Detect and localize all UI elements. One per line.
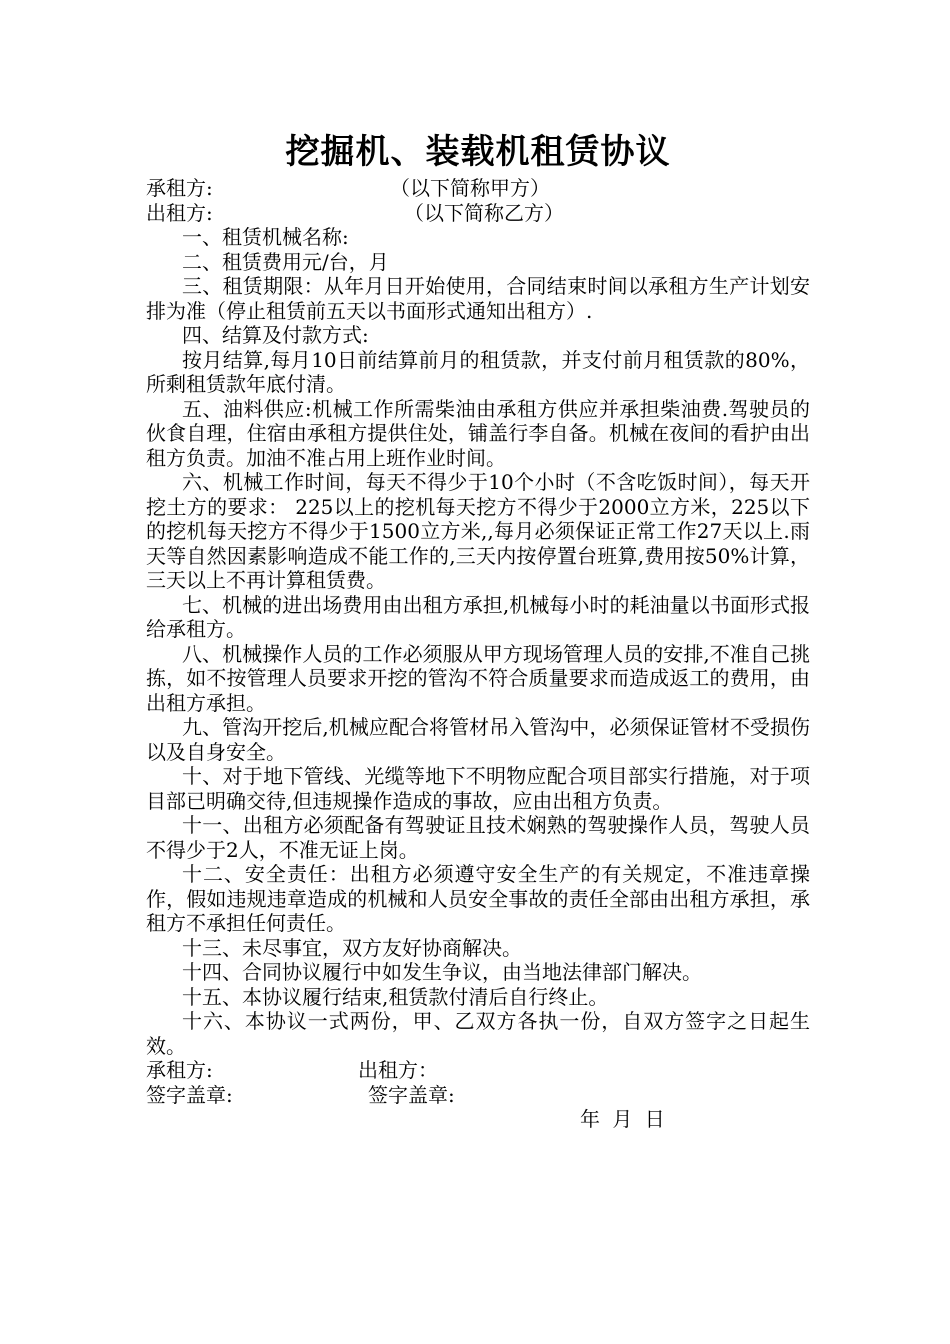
clause-1: 一、租赁机械名称: xyxy=(182,225,349,249)
signature-date: 年 月 日 xyxy=(580,1107,665,1131)
lessor-note: （以下简称乙方） xyxy=(404,200,564,225)
lessee-row xyxy=(146,176,810,201)
clause-11: 十一、出租方必须配备有驾驶证且技术娴熟的驾驶操作人员，驾驶人员不得少于2人，不准无证上岗。 xyxy=(146,813,810,862)
signature-lessor-label: 出租方： xyxy=(358,1058,438,1082)
clause-10: 十、对于地下管线、光缆等地下不明物应配合项目部实行措施，对于项目部已明确交待,但违规操作造成的事故，应由出租方负责。 xyxy=(146,764,810,813)
lessor-label: 出租方: xyxy=(146,200,213,225)
clause-3: 三、租赁期限：从年月日开始使用，合同结束时间以承租方生产计划安排为准（停止租赁前五天以书面形式通知出租方）. xyxy=(146,274,810,323)
lessee-label: 承租方: xyxy=(146,176,213,200)
clause-16: 十六、本协议一式两份，甲、乙双方各执一份，自双方签字之日起生效。 xyxy=(146,1009,810,1058)
clause-12: 十二、安全责任：出租方必须遵守安全生产的有关规定，不准违章操作，假如违规违章造成的机械和人员安全事故的责任全部由出租方承担，承租方不承担任何责任。 xyxy=(146,862,810,935)
clause-15: 十五、本协议履行结束,租赁款付清后自行终止。 xyxy=(182,984,609,1009)
document-page xyxy=(146,130,810,1132)
clause-13: 十三、未尽事宜，双方友好协商解决。 xyxy=(182,935,522,960)
signature-lessee-seal: 签字盖章: xyxy=(146,1082,233,1107)
clause-4: 四、结算及付款方式: xyxy=(182,323,369,347)
clause-4-detail: 按月结算,每月10日前结算前月的租赁款，并支付前月租赁款的80%，所剩租赁款年底付清。 xyxy=(146,347,810,396)
clause-6: 六、机械工作时间，每天不得少于10个小时（不含吃饭时间），每天开挖土方的要求： 225以上的挖机每天挖方不得少于2000立方米，225以下的挖机每天挖方不得少于1500立方米,,每月必须保证正常工作27天以上.雨天等自然因素影响造成不能工作的,三天内按停置台班算,费用按50%计算，三天以上不再计算租赁费。 xyxy=(146,470,810,592)
clause-14: 十四、合同协议履行中如发生争议，由当地法律部门解决。 xyxy=(182,960,702,984)
signature-lessee-label: 承租方: xyxy=(146,1058,213,1082)
clause-7: 七、机械的进出场费用由出租方承担,机械每小时的耗油量以书面形式报给承租方。 xyxy=(146,592,810,641)
clause-2: 二、租赁费用元/台，月 xyxy=(182,249,389,274)
clause-8: 八、机械操作人员的工作必须服从甲方现场管理人员的安排,不准自己挑拣，如不按管理人员要求开挖的管沟不符合质量要求而造成返工的费用，由出租方承担。 xyxy=(146,641,810,715)
signature-lessor-seal: 签字盖章: xyxy=(368,1082,455,1107)
signature-seal-row xyxy=(146,1083,810,1108)
signature-party-row xyxy=(146,1058,810,1083)
clause-9: 九、管沟开挖后,机械应配合将管材吊入管沟中，必须保证管材不受损伤以及自身安全。 xyxy=(146,715,810,764)
lessee-note: （以下简称甲方） xyxy=(390,176,550,200)
lessor-row xyxy=(146,201,810,226)
document-title: 挖掘机、装载机租赁协议 xyxy=(285,132,671,172)
clause-5: 五、油料供应:机械工作所需柴油由承租方供应并承担柴油费.驾驶员的伙食自理，住宿由承租方提供住处，铺盖行李自备。机械在夜间的看护由出租方负责。加油不准占用上班作业时间。 xyxy=(146,396,810,470)
